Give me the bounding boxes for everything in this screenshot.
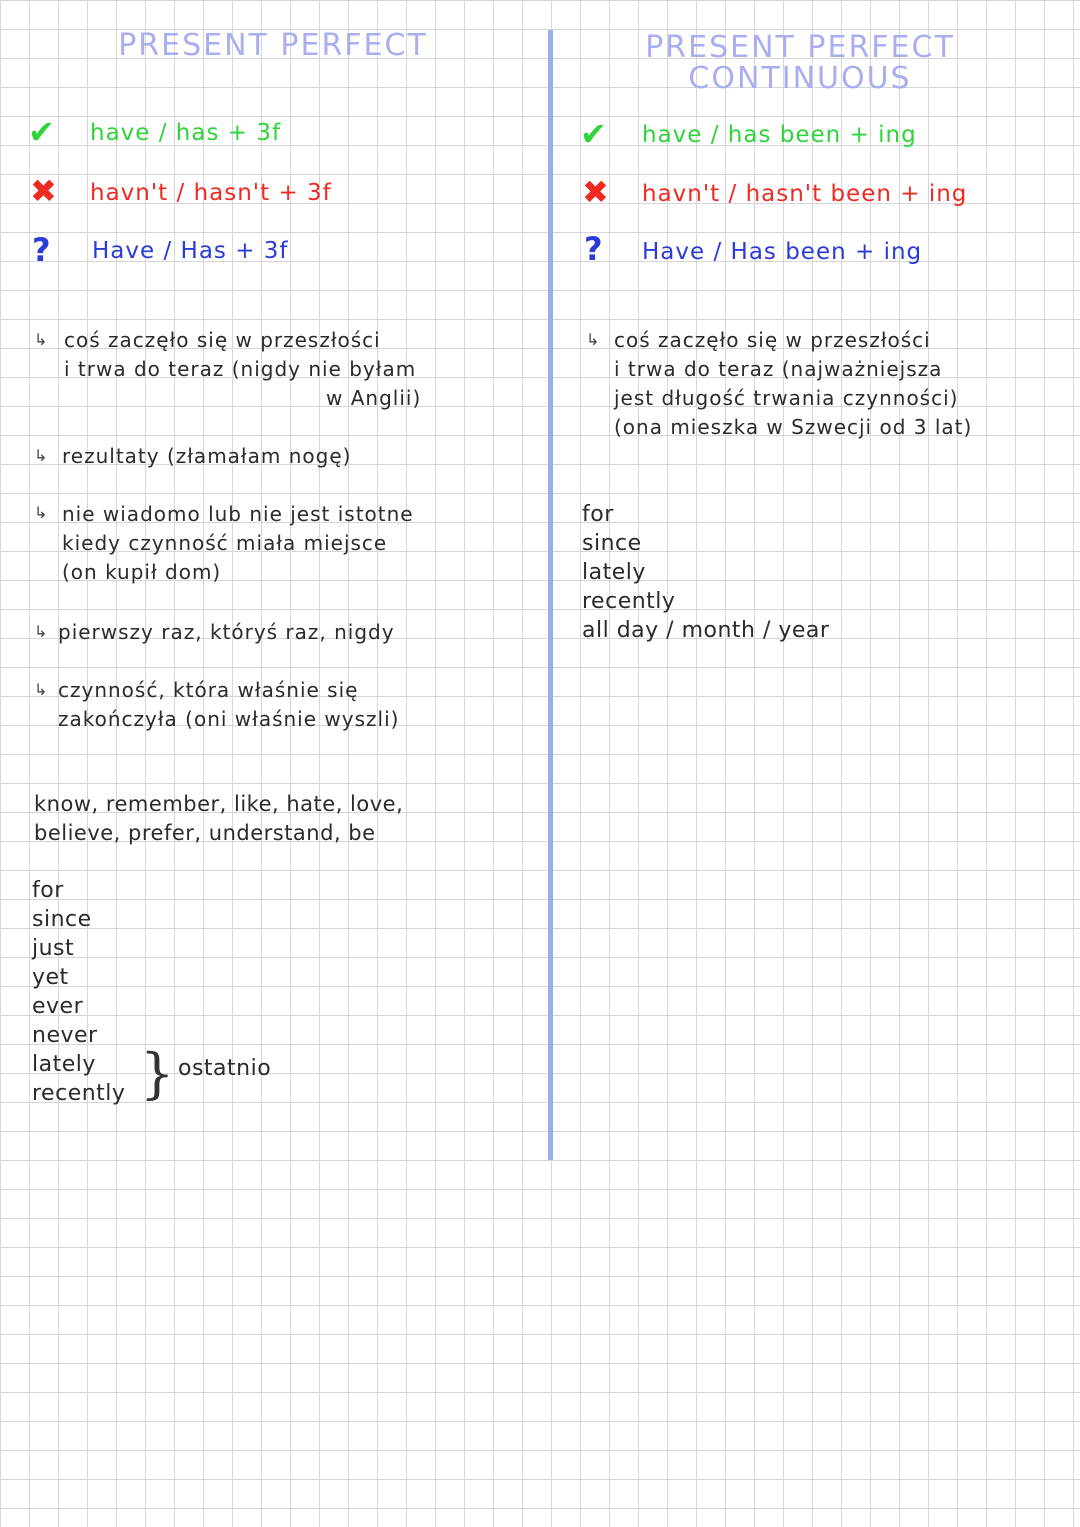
check-icon: ✔ xyxy=(580,115,607,153)
cross-icon: ✖ xyxy=(30,172,57,210)
left-note-2-line-1: rezultaty (złamałam nogę) xyxy=(62,444,352,468)
brace-icon: } xyxy=(140,1042,175,1105)
left-note-5-line-1: czynność, która właśnie się xyxy=(58,678,359,702)
right-note-1-line-3: jest długość trwania czynności) xyxy=(614,386,959,410)
return-arrow-icon: ↳ xyxy=(34,622,48,641)
return-arrow-icon: ↳ xyxy=(34,503,48,522)
stative-verbs-line-1: know, remember, like, hate, love, xyxy=(34,792,404,816)
right-affirmative-formula: have / has been + ing xyxy=(642,122,917,148)
cross-icon: ✖ xyxy=(582,173,609,211)
question-icon: ? xyxy=(584,230,603,268)
right-note-1-line-1: coś zaczęło się w przeszłości xyxy=(614,328,931,352)
stative-verbs-line-2: believe, prefer, understand, be xyxy=(34,821,376,845)
right-title-line-2: CONTINUOUS xyxy=(688,61,912,96)
list-item: recently xyxy=(582,589,676,614)
left-question-formula: Have / Has + 3f xyxy=(92,238,289,264)
list-item: for xyxy=(582,502,614,527)
left-note-4-line-1: pierwszy raz, któryś raz, nigdy xyxy=(58,620,395,644)
list-item: ever xyxy=(32,994,84,1019)
left-time-words xyxy=(32,876,125,1108)
list-item: lately xyxy=(582,560,646,585)
stative-verbs xyxy=(34,790,403,848)
list-item: since xyxy=(32,907,92,932)
right-note-1-line-4: (ona mieszka w Szwecji od 3 lat) xyxy=(614,415,973,439)
column-divider xyxy=(548,30,553,1160)
left-title: PRESENT PERFECT xyxy=(118,28,428,63)
right-title-line-1: PRESENT PERFECT xyxy=(645,30,955,65)
right-time-words xyxy=(582,500,829,645)
brace-label: ostatnio xyxy=(178,1056,272,1081)
left-note-3-line-2: kiedy czynność miała miejsce xyxy=(62,531,388,555)
list-item: for xyxy=(32,878,64,903)
left-note-5-line-2: zakończyła (oni właśnie wyszli) xyxy=(58,707,400,731)
left-affirmative-formula: have / has + 3f xyxy=(90,120,282,146)
list-item: just xyxy=(32,936,75,961)
right-question-formula: Have / Has been + ing xyxy=(642,239,923,265)
return-arrow-icon: ↳ xyxy=(34,330,48,349)
list-item: recently xyxy=(32,1081,126,1106)
list-item: never xyxy=(32,1023,98,1048)
left-negative-formula: havn't / hasn't + 3f xyxy=(90,180,332,206)
list-item: since xyxy=(582,531,642,556)
list-item: all day / month / year xyxy=(582,618,830,643)
right-title xyxy=(610,32,990,94)
return-arrow-icon: ↳ xyxy=(586,330,600,349)
left-note-1-line-1: coś zaczęło się w przeszłości xyxy=(64,328,381,352)
list-item: yet xyxy=(32,965,69,990)
right-note-1-line-2: i trwa do teraz (najważniejsza xyxy=(614,357,943,381)
check-icon: ✔ xyxy=(28,113,55,151)
left-note-1-line-3: w Anglii) xyxy=(326,386,422,410)
left-note-3-line-3: (on kupił dom) xyxy=(62,560,222,584)
right-negative-formula: havn't / hasn't been + ing xyxy=(642,181,968,207)
return-arrow-icon: ↳ xyxy=(34,446,48,465)
question-icon: ? xyxy=(32,231,51,269)
left-note-1-line-2: i trwa do teraz (nigdy nie byłam xyxy=(64,357,417,381)
left-note-3-line-1: nie wiadomo lub nie jest istotne xyxy=(62,502,414,526)
list-item: lately xyxy=(32,1052,96,1077)
return-arrow-icon: ↳ xyxy=(34,680,48,699)
